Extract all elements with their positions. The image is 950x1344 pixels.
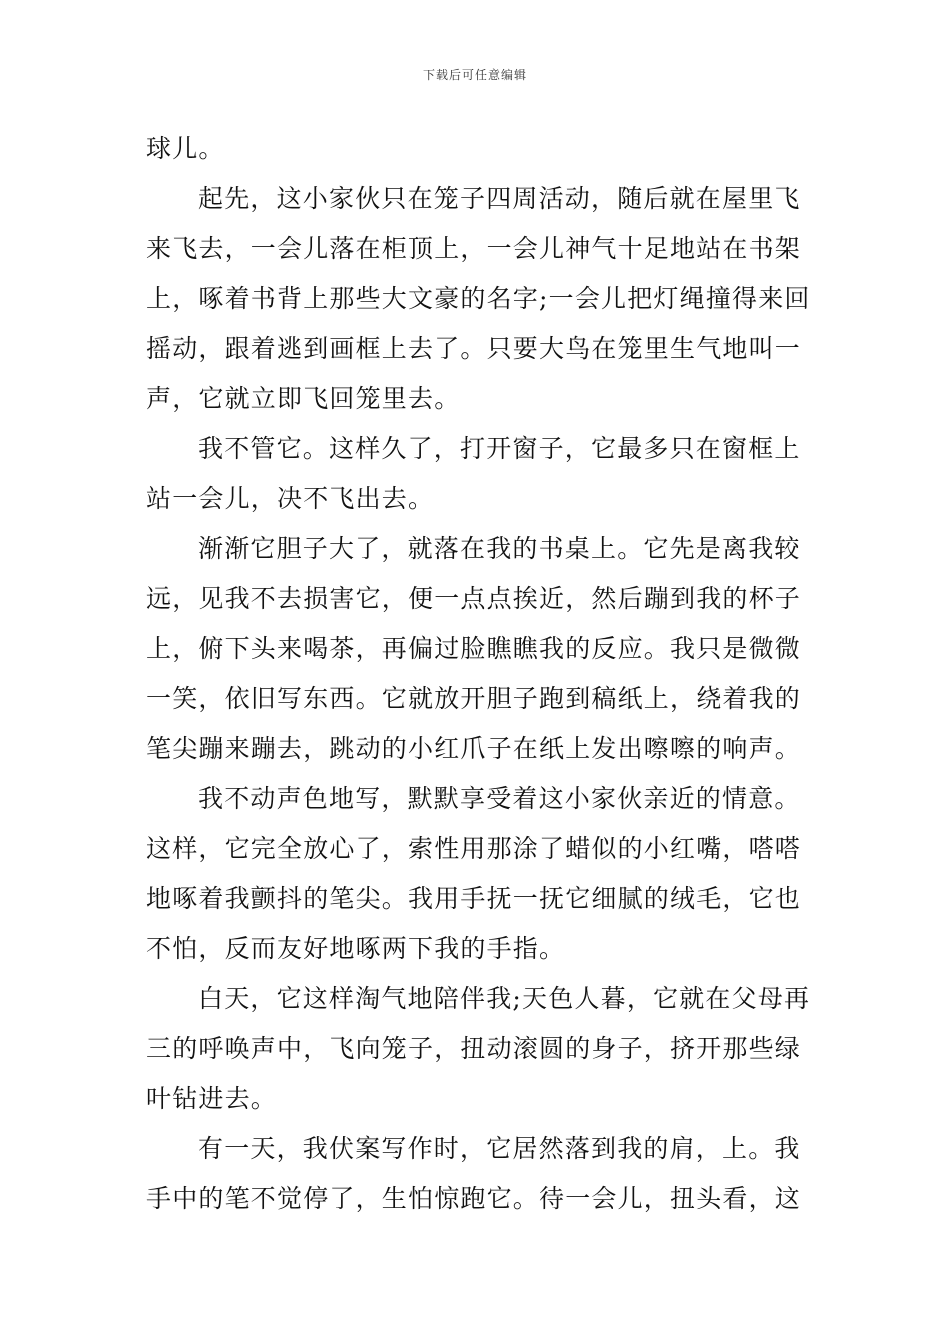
text-line: 一笑，依旧写东西。它就放开胆子跑到稿纸上，绕着我的 [146,684,802,713]
text-line: 上，啄着书背上那些大文豪的名字;一会儿把灯绳撞得来回 [146,284,811,313]
text-line: 上，俯下头来喝茶，再偏过脸瞧瞧我的反应。我只是微微 [146,634,802,663]
text-line: 声，它就立即飞回笼里去。 [146,384,461,413]
text-line: 白天，它这样淘气地陪伴我;天色人暮，它就在父母再 [198,984,811,1013]
text-line: 不怕，反而友好地啄两下我的手指。 [146,934,566,963]
text-line: 笔尖蹦来蹦去，跳动的小红爪子在纸上发出嚓嚓的响声。 [146,734,802,763]
text-line: 摇动，跟着逃到画框上去了。只要大鸟在笼里生气地叫一 [146,334,802,363]
page-header: 下载后可任意编辑 [422,68,527,82]
text-line: 三的呼唤声中，飞向笼子，扭动滚圆的身子，挤开那些绿 [146,1034,802,1063]
text-line: 来飞去，一会儿落在柜顶上，一会儿神气十足地站在书架 [146,234,802,263]
text-line: 我不管它。这样久了，打开窗子，它最多只在窗框上 [198,434,801,463]
text-line: 有一天，我伏案写作时，它居然落到我的肩，上。我 [198,1134,801,1163]
text-line: 手中的笔不觉停了，生怕惊跑它。待一会儿，扭头看，这 [146,1184,802,1213]
text-line: 地啄着我颤抖的笔尖。我用手抚一抚它细腻的绒毛，它也 [146,884,802,913]
text-line: 叶钻进去。 [146,1084,278,1113]
body-text [146,124,811,1224]
text-line: 这样，它完全放心了，索性用那涂了蜡似的小红嘴，嗒嗒 [146,834,802,863]
text-line: 远，见我不去损害它，便一点点挨近，然后蹦到我的杯子 [146,584,802,613]
text-line: 起先，这小家伙只在笼子四周活动，随后就在屋里飞 [198,184,801,213]
text-line: 我不动声色地写，默默享受着这小家伙亲近的情意。 [198,784,801,813]
text-line: 渐渐它胆子大了，就落在我的书桌上。它先是离我较 [198,534,801,563]
text-line: 站一会儿，决不飞出去。 [146,484,435,513]
text-line: 球儿。 [146,134,225,163]
